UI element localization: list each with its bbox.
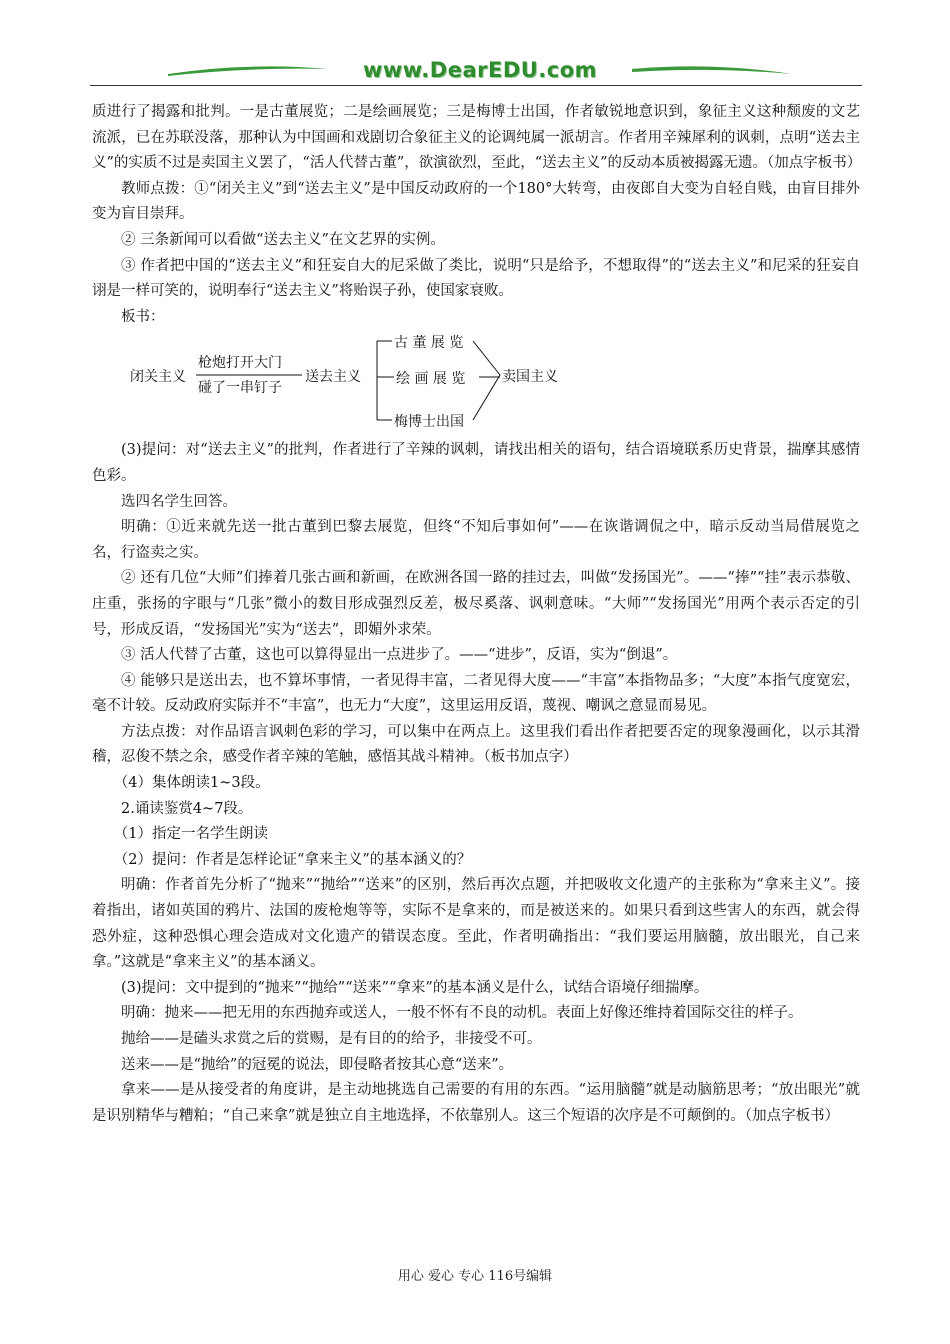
paragraph: ③ 作者把中国的“送去主义”和狂妄自大的尼采做了类比，说明“只是给予，不想取得”的“送去主义”和尼采的狂妄自诩是一样可笑的，说明奉行“送去主义”将贻误子孙，使国家衰败。: [92, 257, 860, 300]
diagram-item: 古 董 展 览: [394, 335, 464, 352]
diagram-upper-branch: 枪炮打开大门: [198, 355, 282, 372]
left-swoosh-icon: [168, 64, 328, 78]
page-header: [90, 58, 862, 92]
diagram-item: 梅博士出国: [394, 414, 464, 431]
paragraphs-bottom: [92, 438, 860, 1129]
board-diagram: [92, 332, 860, 432]
paragraph: （2）提问：作者是怎样论证“拿来主义”的基本涵义的？: [113, 851, 472, 868]
paragraph: ③ 活人代替了古董，这也可以算得显出一点进步了。——“进步”，反语，实为“倒退”。: [121, 647, 678, 664]
paragraph: (3)提问：文中提到的“抛来”“抛给”“送来”“拿来”的基本涵义是什么，试结合语境仔细揣摩。: [121, 979, 709, 996]
paragraph: ② 还有几位“大师”们捧着几张古画和新画，在欧洲各国一路的挂过去，叫做“发扬国光”。——“捧”“挂”表示恭敬、庄重，张扬的字眼与“几张”微小的数目形成强烈反差，极尽奚落、讽刺意味。“大师”“发扬国光”用两个表示否定的引号，形成反语，“发扬国光”实为“送去”，即媚外求荣。: [92, 570, 860, 638]
paragraph: （1）指定一名学生朗读: [113, 826, 268, 843]
paragraph: 明确：①近来就先送一批古董到巴黎去展览，但终“不知后事如何”——在诙谐调侃之中，暗示反动当局借展览之名，行盗卖之实。: [92, 519, 860, 561]
paragraphs-top: [92, 100, 860, 330]
page-footer: 用心 爱心 专心 116号编辑: [397, 1269, 553, 1284]
diagram-right-label: 卖国主义: [502, 369, 558, 386]
site-logo: www.DearEDU.com: [362, 58, 598, 82]
diagram-left-label: 闭关主义: [130, 369, 186, 386]
paragraph: 明确：作者首先分析了“抛来”“抛给”“送来”的区别，然后再次点题，并把吸收文化遗产的主张称为“拿来主义”。接着指出，诸如英国的鸦片、法国的废枪炮等等，实际不是拿来的，而是被送来的。如果只看到这些害人的东西，就会得恐外症，这种恐惧心理会造成对文化遗产的错误态度。至此，作者明确指出：“我们要运用脑髓，放出眼光，自己来拿。”这就是“拿来主义”的基本涵义。: [92, 877, 860, 971]
paragraph: 2.诵读鉴赏4~7段。: [121, 800, 253, 817]
diagram-lower-branch: 碰了一串钉子: [198, 380, 282, 397]
paragraph: (3)提问：对“送去主义”的批判，作者进行了辛辣的讽刺，请找出相关的语句，结合语境联系历史背景，揣摩其感情色彩。: [92, 442, 860, 484]
diagram-item: 绘 画 展 览: [396, 371, 466, 388]
paragraph: 方法点拨：对作品语言讽刺色彩的学习，可以集中在两点上。这里我们看出作者把要否定的现象漫画化，以示其滑稽，忍俊不禁之余，感受作者辛辣的笔触，感悟其战斗精神。（板书加点字）: [92, 723, 860, 766]
paragraph: 送来——是“抛给”的冠冕的说法，即侵略者按其心意“送来”。: [121, 1056, 514, 1073]
right-swoosh-icon: [632, 64, 792, 78]
paragraph: 拿来——是从接受者的角度讲，是主动地挑选自己需要的有用的东西。“运用脑髓”就是动脑筋思考；“放出眼光”就是识别精华与糟粕；“自己来拿”就是独立自主地选择，不依靠别人。这三个短语的次序是不可颠倒的。（加点字板书）: [92, 1082, 860, 1124]
diagram-middle-label: 送去主义: [305, 369, 361, 386]
paragraph: 选四名学生回答。: [121, 493, 237, 510]
paragraph: （4）集体朗读1~3段。: [113, 775, 270, 792]
paragraph: 教师点拨：①“闭关主义”到“送去主义”是中国反动政府的一个180°大转弯，由夜郎自大变为自轻自贱，由盲目排外变为盲目崇拜。: [92, 180, 860, 223]
paragraph: ② 三条新闻可以看做“送去主义”在文艺界的实例。: [121, 231, 445, 248]
paragraph: ④ 能够只是送出去，也不算坏事情，一者见得丰富，二者见得大度——“丰富”本指物品多；“大度”本指气度宽宏，毫不计较。反动政府实际并不“丰富”，也无力“大度”，这里运用反语，蔑视、嘲讽之意显而易见。: [92, 672, 860, 715]
paragraph: 明确：抛来——把无用的东西抛弃或送人，一般不怀有不良的动机。表面上好像还维持着国际交往的样子。: [121, 1005, 803, 1022]
paragraph: 抛给——是磕头求赏之后的赏赐，是有目的的给予，非接受不可。: [121, 1031, 542, 1047]
paragraph: 板书：: [121, 308, 165, 325]
paragraph: 质进行了揭露和批判。一是古董展览；二是绘画展览；三是梅博士出国，作者敏锐地意识到，象征主义这种颓废的文艺流派，已在苏联没落，那种认为中国画和戏剧切合象征主义的论调纯属一派胡言。作者用辛辣犀利的讽刺，点明“送去主义”的实质不过是卖国主义罢了，“活人代替古董”，欲演欲烈，至此，“送去主义”的反动本质被揭露无遗。（加点字板书）: [92, 104, 862, 172]
header-rule: [90, 85, 862, 86]
document-body: [92, 100, 860, 1129]
